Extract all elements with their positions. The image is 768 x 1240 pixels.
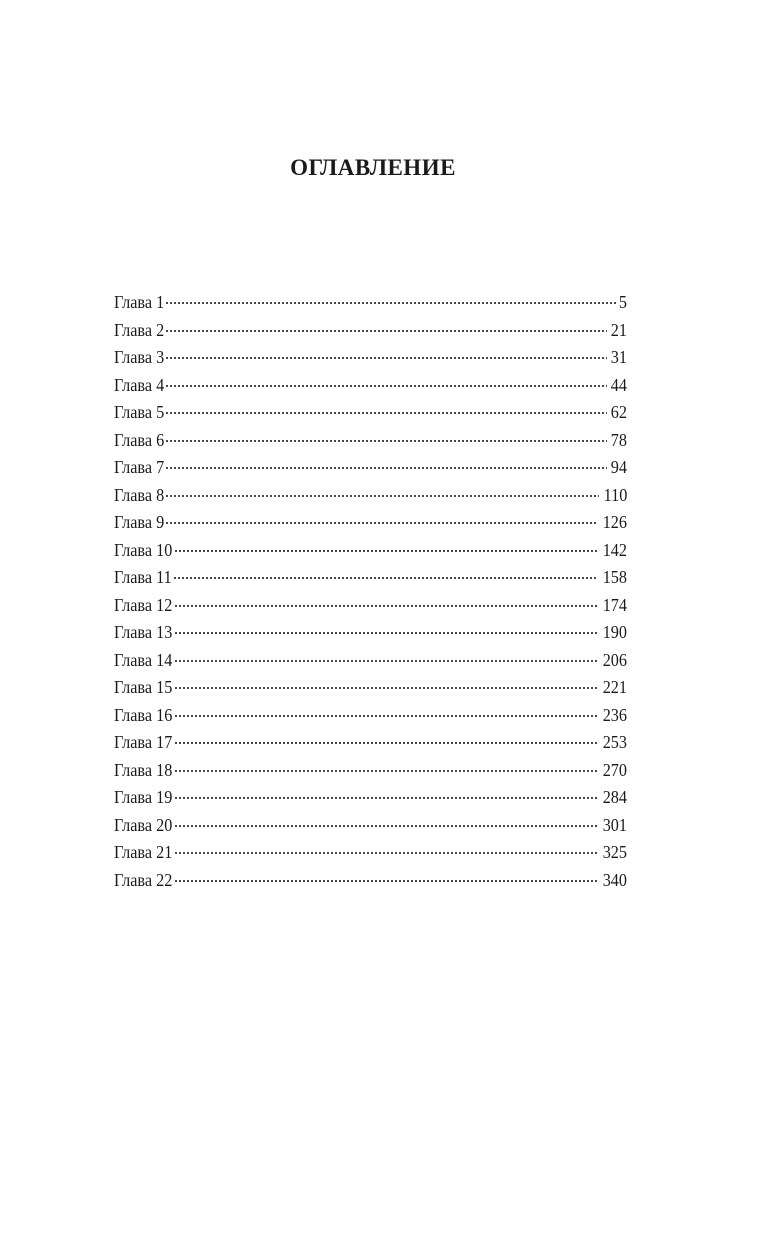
toc-entry-page-number: 62 — [610, 402, 627, 422]
toc-entry-page-number: 340 — [602, 869, 627, 890]
toc-entry — [114, 592, 627, 620]
toc-entry — [114, 867, 627, 895]
toc-entry-page-number: 142 — [602, 539, 627, 560]
toc-entry-label: Глава 14 — [114, 649, 173, 670]
toc-dot-leader — [174, 605, 598, 607]
toc-entry-label: Глава 1 — [114, 292, 165, 312]
toc-entry-page-number: 236 — [602, 704, 627, 725]
toc-dot-leader — [165, 330, 607, 332]
toc-dot-leader — [165, 467, 607, 469]
toc-entry-page-number: 190 — [602, 622, 627, 642]
toc-entry — [114, 564, 627, 592]
toc-entry-page-number: 21 — [610, 319, 627, 340]
toc-entry-page-number: 94 — [610, 457, 627, 477]
toc-entry-page-number: 44 — [610, 374, 627, 395]
toc-entry — [114, 812, 627, 840]
toc-entry-label: Глава 20 — [114, 814, 173, 835]
toc-entry — [114, 427, 627, 455]
toc-entry-label: Глава 2 — [114, 319, 165, 340]
toc-dot-leader — [174, 715, 598, 717]
toc-dot-leader — [165, 385, 607, 387]
toc-entry-page-number: 174 — [602, 594, 627, 615]
toc-entry-page-number: 253 — [602, 732, 627, 752]
toc-dot-leader — [174, 660, 598, 662]
toc-entry — [114, 317, 627, 345]
toc-dot-leader — [174, 687, 598, 689]
toc-entry-page-number: 301 — [602, 814, 627, 835]
toc-entry-label: Глава 9 — [114, 512, 165, 532]
toc-entry-page-number: 5 — [618, 292, 627, 312]
toc-entry — [114, 454, 627, 482]
toc-entry — [114, 702, 627, 730]
toc-entry-page-number: 206 — [602, 649, 627, 670]
toc-dot-leader — [174, 632, 598, 634]
toc-entry-label: Глава 6 — [114, 429, 165, 450]
toc-dot-leader — [165, 357, 607, 359]
toc-entry-label: Глава 21 — [114, 842, 173, 862]
toc-entry-label: Глава 7 — [114, 457, 165, 477]
toc-entry-label: Глава 15 — [114, 677, 173, 697]
toc-entry-page-number: 325 — [602, 842, 627, 862]
toc-entry — [114, 647, 627, 675]
toc-entry-page-number: 78 — [610, 429, 627, 450]
toc-entry — [114, 674, 627, 702]
toc-dot-leader — [165, 522, 598, 524]
toc-entry-label: Глава 3 — [114, 347, 165, 367]
toc-entry-page-number: 158 — [602, 567, 627, 587]
toc-entry-label: Глава 17 — [114, 732, 173, 752]
page-title: ОГЛАВЛЕНИЕ — [290, 155, 456, 180]
toc-dot-leader — [165, 412, 607, 414]
toc-dot-leader — [173, 577, 598, 579]
toc-dot-leader — [174, 797, 598, 799]
toc-entry-label: Глава 10 — [114, 539, 173, 560]
toc-entry-label: Глава 18 — [114, 759, 173, 780]
toc-entry-label: Глава 12 — [114, 594, 173, 615]
toc-dot-leader — [174, 770, 598, 772]
toc-entry — [114, 757, 627, 785]
table-of-contents — [114, 289, 627, 894]
toc-entry — [114, 289, 627, 317]
toc-entry-label: Глава 13 — [114, 622, 173, 642]
toc-entry-label: Глава 19 — [114, 787, 173, 807]
toc-entry-label: Глава 4 — [114, 374, 165, 395]
toc-entry-page-number: 221 — [602, 677, 627, 697]
toc-entry-label: Глава 8 — [114, 484, 165, 505]
toc-entry-page-number: 284 — [602, 787, 627, 807]
toc-entry-label: Глава 11 — [114, 567, 172, 587]
toc-entry — [114, 784, 627, 812]
toc-dot-leader — [165, 440, 607, 442]
toc-entry-page-number: 126 — [602, 512, 627, 532]
toc-entry — [114, 619, 627, 647]
toc-entry — [114, 399, 627, 427]
toc-entry-label: Глава 16 — [114, 704, 173, 725]
toc-entry — [114, 537, 627, 565]
toc-dot-leader — [174, 880, 598, 882]
toc-dot-leader — [174, 852, 598, 854]
toc-entry-label: Глава 22 — [114, 869, 173, 890]
toc-entry-page-number: 110 — [603, 484, 627, 505]
toc-entry-label: Глава 5 — [114, 402, 165, 422]
toc-entry-page-number: 31 — [610, 347, 627, 367]
toc-dot-leader — [165, 495, 599, 497]
toc-dot-leader — [174, 742, 598, 744]
toc-dot-leader — [174, 550, 598, 552]
toc-entry — [114, 482, 627, 510]
toc-entry — [114, 839, 627, 867]
toc-entry — [114, 509, 627, 537]
toc-entry-page-number: 270 — [602, 759, 627, 780]
toc-dot-leader — [165, 302, 616, 304]
toc-entry — [114, 344, 627, 372]
toc-dot-leader — [174, 825, 598, 827]
toc-entry — [114, 729, 627, 757]
toc-entry — [114, 372, 627, 400]
